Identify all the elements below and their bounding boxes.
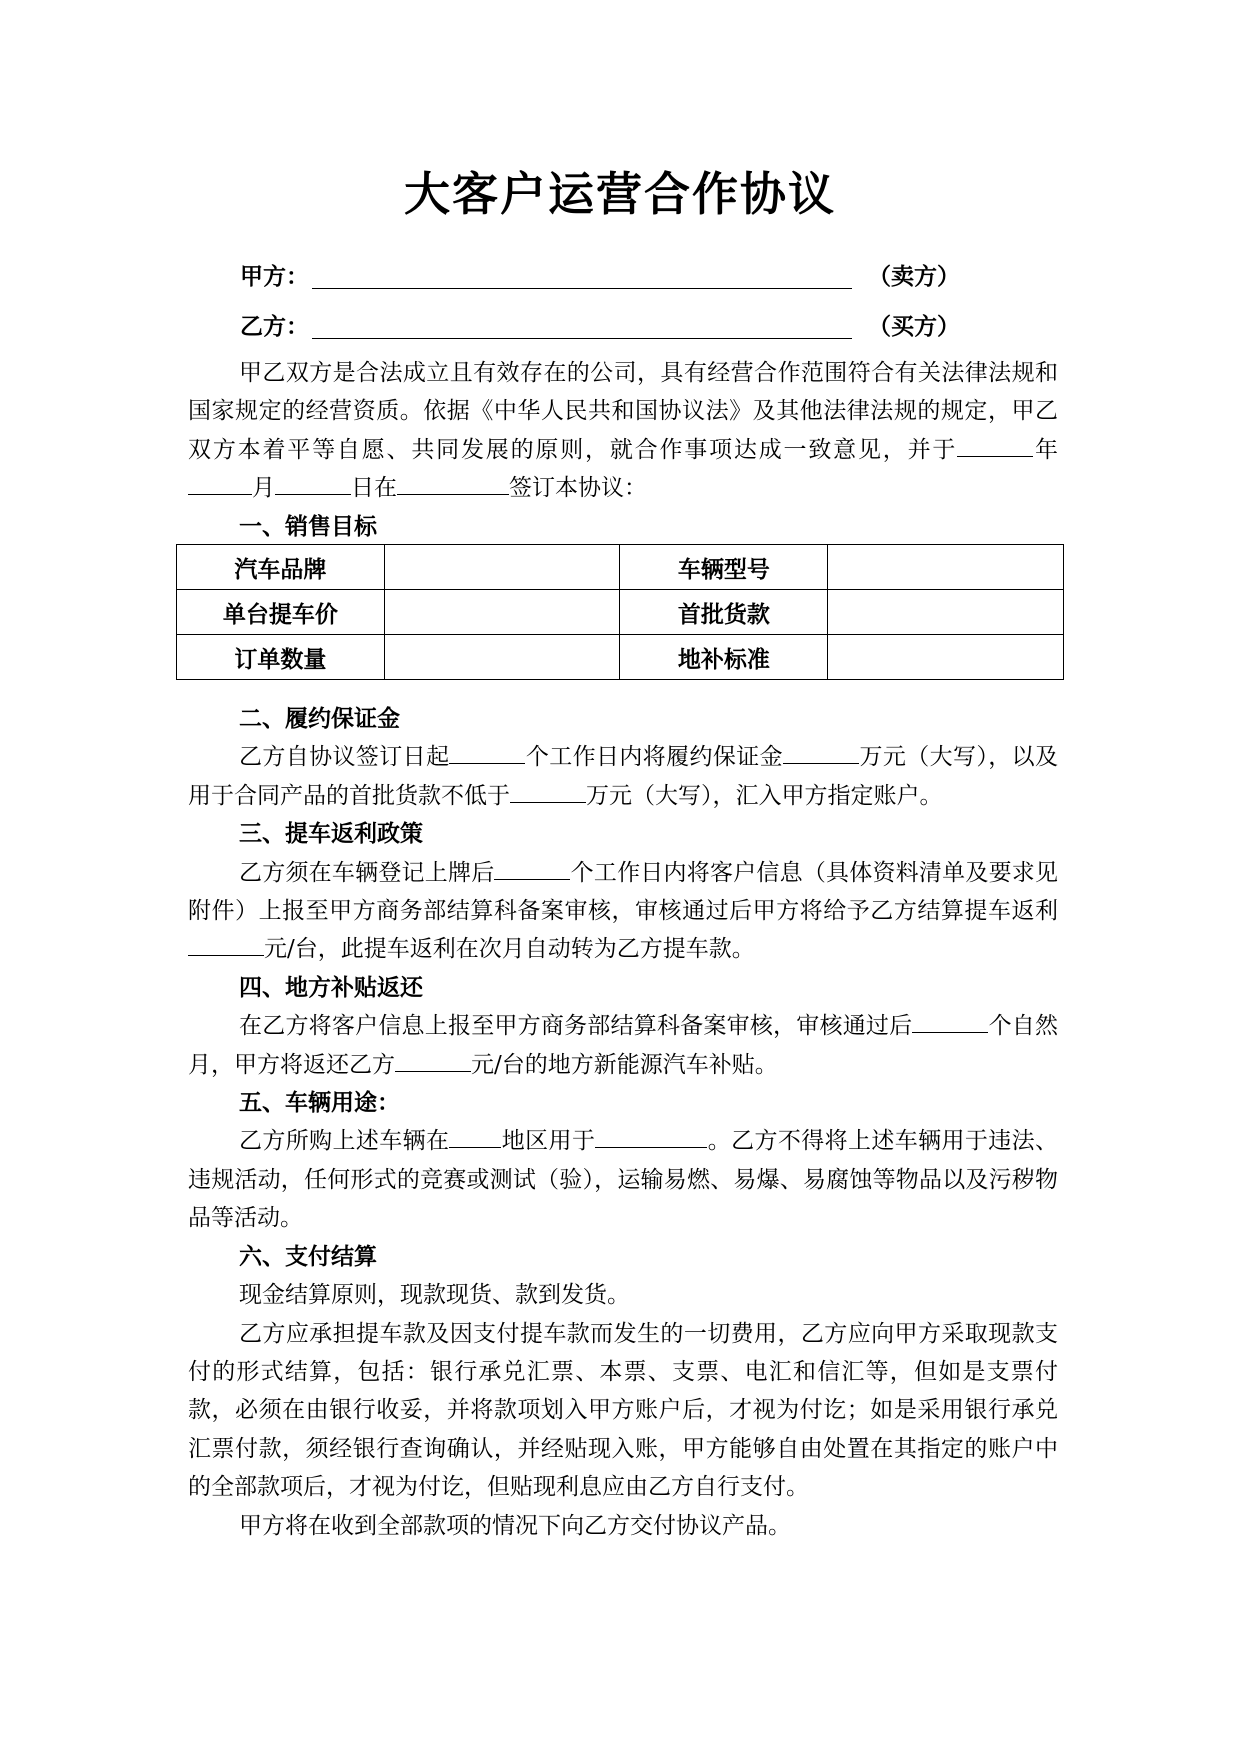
body-block bbox=[188, 700, 1058, 1545]
usage-blank[interactable] bbox=[595, 1123, 707, 1148]
party-a-label: 甲方： bbox=[240, 264, 309, 290]
intro-month: 月 bbox=[252, 475, 275, 502]
rebate-blank[interactable] bbox=[188, 931, 264, 956]
s2-text-3: 万元（大写），以及用于合同产品的首批货款不低于 bbox=[188, 744, 1059, 809]
s4-text-2: 个自然月，甲方将返还乙方 bbox=[188, 1013, 1058, 1078]
s5-text-2: 地区用于 bbox=[501, 1128, 596, 1155]
intro-paragraph bbox=[188, 354, 1058, 508]
section-5-heading: 五、车辆用途： bbox=[239, 1090, 400, 1117]
sales-target-table bbox=[176, 544, 1064, 680]
section-6-paragraph-2: 乙方应承担提车款及因支付提车款而发生的一切费用，乙方应向甲方采取现款支付的形式结算，包括：银行承兑汇票、本票、支票、电汇和信汇等，但如是支票付款，必须在由银行收妥，并将款项划入甲方账户后，才视为付讫；如是采用银行承兑汇票付款，须经银行查询确认，并经贴现入账，甲方能够自由处置在其指定的账户中的全部款项后，才视为付讫，但贴现利息应由乙方自行支付。 bbox=[188, 1320, 1058, 1501]
s2-text-1: 乙方自协议签订日起 bbox=[239, 744, 450, 771]
section-2-heading: 二、履约保证金 bbox=[239, 706, 400, 732]
s4-text-3: 元/台的地方新能源汽车补贴。 bbox=[471, 1051, 778, 1078]
unit-price-label: 单台提车价 bbox=[177, 590, 385, 635]
document-title: 大客户运营合作协议 bbox=[404, 167, 836, 221]
section-3-paragraph bbox=[188, 854, 1058, 969]
table-row bbox=[177, 635, 1064, 680]
party-a-blank[interactable] bbox=[312, 262, 852, 289]
month-blank[interactable] bbox=[188, 470, 252, 495]
s2-text-4: 万元（大写），汇入甲方指定账户。 bbox=[586, 782, 943, 809]
s3-text-2: 个工作日内将客户信息（具体资料清单及要求见附件）上报至甲方商务部结算科备案审核，审核通过后甲方将给予乙方结算提车返利 bbox=[188, 859, 1058, 925]
section-3-heading: 三、提车返利政策 bbox=[239, 821, 423, 848]
months-blank[interactable] bbox=[912, 1008, 988, 1033]
section-6-heading: 六、支付结算 bbox=[239, 1243, 377, 1270]
party-b-role: （买方） bbox=[868, 314, 960, 340]
s3-text-3: 元/台，此提车返利在次月自动转为乙方提车款。 bbox=[264, 936, 755, 963]
s3-text-1: 乙方须在车辆登记上牌后 bbox=[239, 859, 495, 886]
day-blank[interactable] bbox=[275, 470, 351, 495]
first-payment-value-cell[interactable] bbox=[828, 590, 1064, 635]
s4-text-1: 在乙方将客户信息上报至甲方商务部结算科备案审核，审核通过后 bbox=[239, 1013, 913, 1040]
brand-value-cell[interactable] bbox=[384, 545, 620, 590]
intro-day-at: 日在 bbox=[351, 475, 397, 502]
first-batch-blank[interactable] bbox=[510, 778, 586, 803]
section-5-paragraph bbox=[188, 1122, 1058, 1237]
workdays-blank[interactable] bbox=[449, 739, 525, 764]
report-days-blank[interactable] bbox=[494, 855, 570, 880]
region-blank[interactable] bbox=[449, 1123, 501, 1148]
s5-text-3: 。乙方不得将上述车辆用于违法、违规活动，任何形式的竞赛或测试（验），运输易燃、易爆、易腐蚀等物品以及污秽物品等活动。 bbox=[188, 1128, 1059, 1232]
intro-tail: 签订本协议： bbox=[509, 475, 647, 502]
table-row bbox=[177, 590, 1064, 635]
brand-label: 汽车品牌 bbox=[177, 545, 385, 590]
intro-text: 甲乙双方是合法成立且有效存在的公司，具有经营合作范围符合有关法律法规和国家规定的经营资质。依据《中华人民共和国协议法》及其他法律法规的规定，甲乙双方本着平等自愿、共同发展的原则，就合作事项达成一致意见，并于 bbox=[188, 360, 1058, 463]
party-a-row bbox=[240, 252, 1040, 292]
first-payment-label: 首批货款 bbox=[620, 590, 828, 635]
section-6-paragraph-3: 甲方将在收到全部款项的情况下向乙方交付协议产品。 bbox=[239, 1512, 791, 1539]
section-2-paragraph bbox=[188, 738, 1058, 815]
unit-price-value-cell[interactable] bbox=[384, 590, 620, 635]
year-blank[interactable] bbox=[957, 432, 1033, 457]
section-4-heading: 四、地方补贴返还 bbox=[239, 974, 423, 1001]
intro-year: 年 bbox=[1033, 436, 1058, 463]
table-row bbox=[177, 545, 1064, 590]
intro-block bbox=[188, 354, 1058, 546]
section-6-paragraph-1: 现金结算原则，现款现货、款到发货。 bbox=[239, 1282, 630, 1309]
subsidy-standard-value-cell[interactable] bbox=[828, 635, 1064, 680]
s5-text-1: 乙方所购上述车辆在 bbox=[239, 1128, 450, 1155]
section-4-paragraph bbox=[188, 1007, 1058, 1084]
subsidy-standard-label: 地补标准 bbox=[620, 635, 828, 680]
party-b-blank[interactable] bbox=[312, 312, 852, 339]
party-a-role: （卖方） bbox=[868, 264, 960, 290]
party-b-label: 乙方： bbox=[240, 314, 309, 340]
order-qty-value-cell[interactable] bbox=[384, 635, 620, 680]
model-value-cell[interactable] bbox=[828, 545, 1064, 590]
order-qty-label: 订单数量 bbox=[177, 635, 385, 680]
subsidy-blank[interactable] bbox=[395, 1047, 471, 1072]
section-1-heading: 一、销售目标 bbox=[239, 513, 377, 540]
party-b-row bbox=[240, 302, 1040, 342]
deposit-blank[interactable] bbox=[783, 739, 859, 764]
s2-text-2: 个工作日内将履约保证金 bbox=[525, 744, 784, 771]
model-label: 车辆型号 bbox=[620, 545, 828, 590]
place-blank[interactable] bbox=[397, 470, 509, 495]
